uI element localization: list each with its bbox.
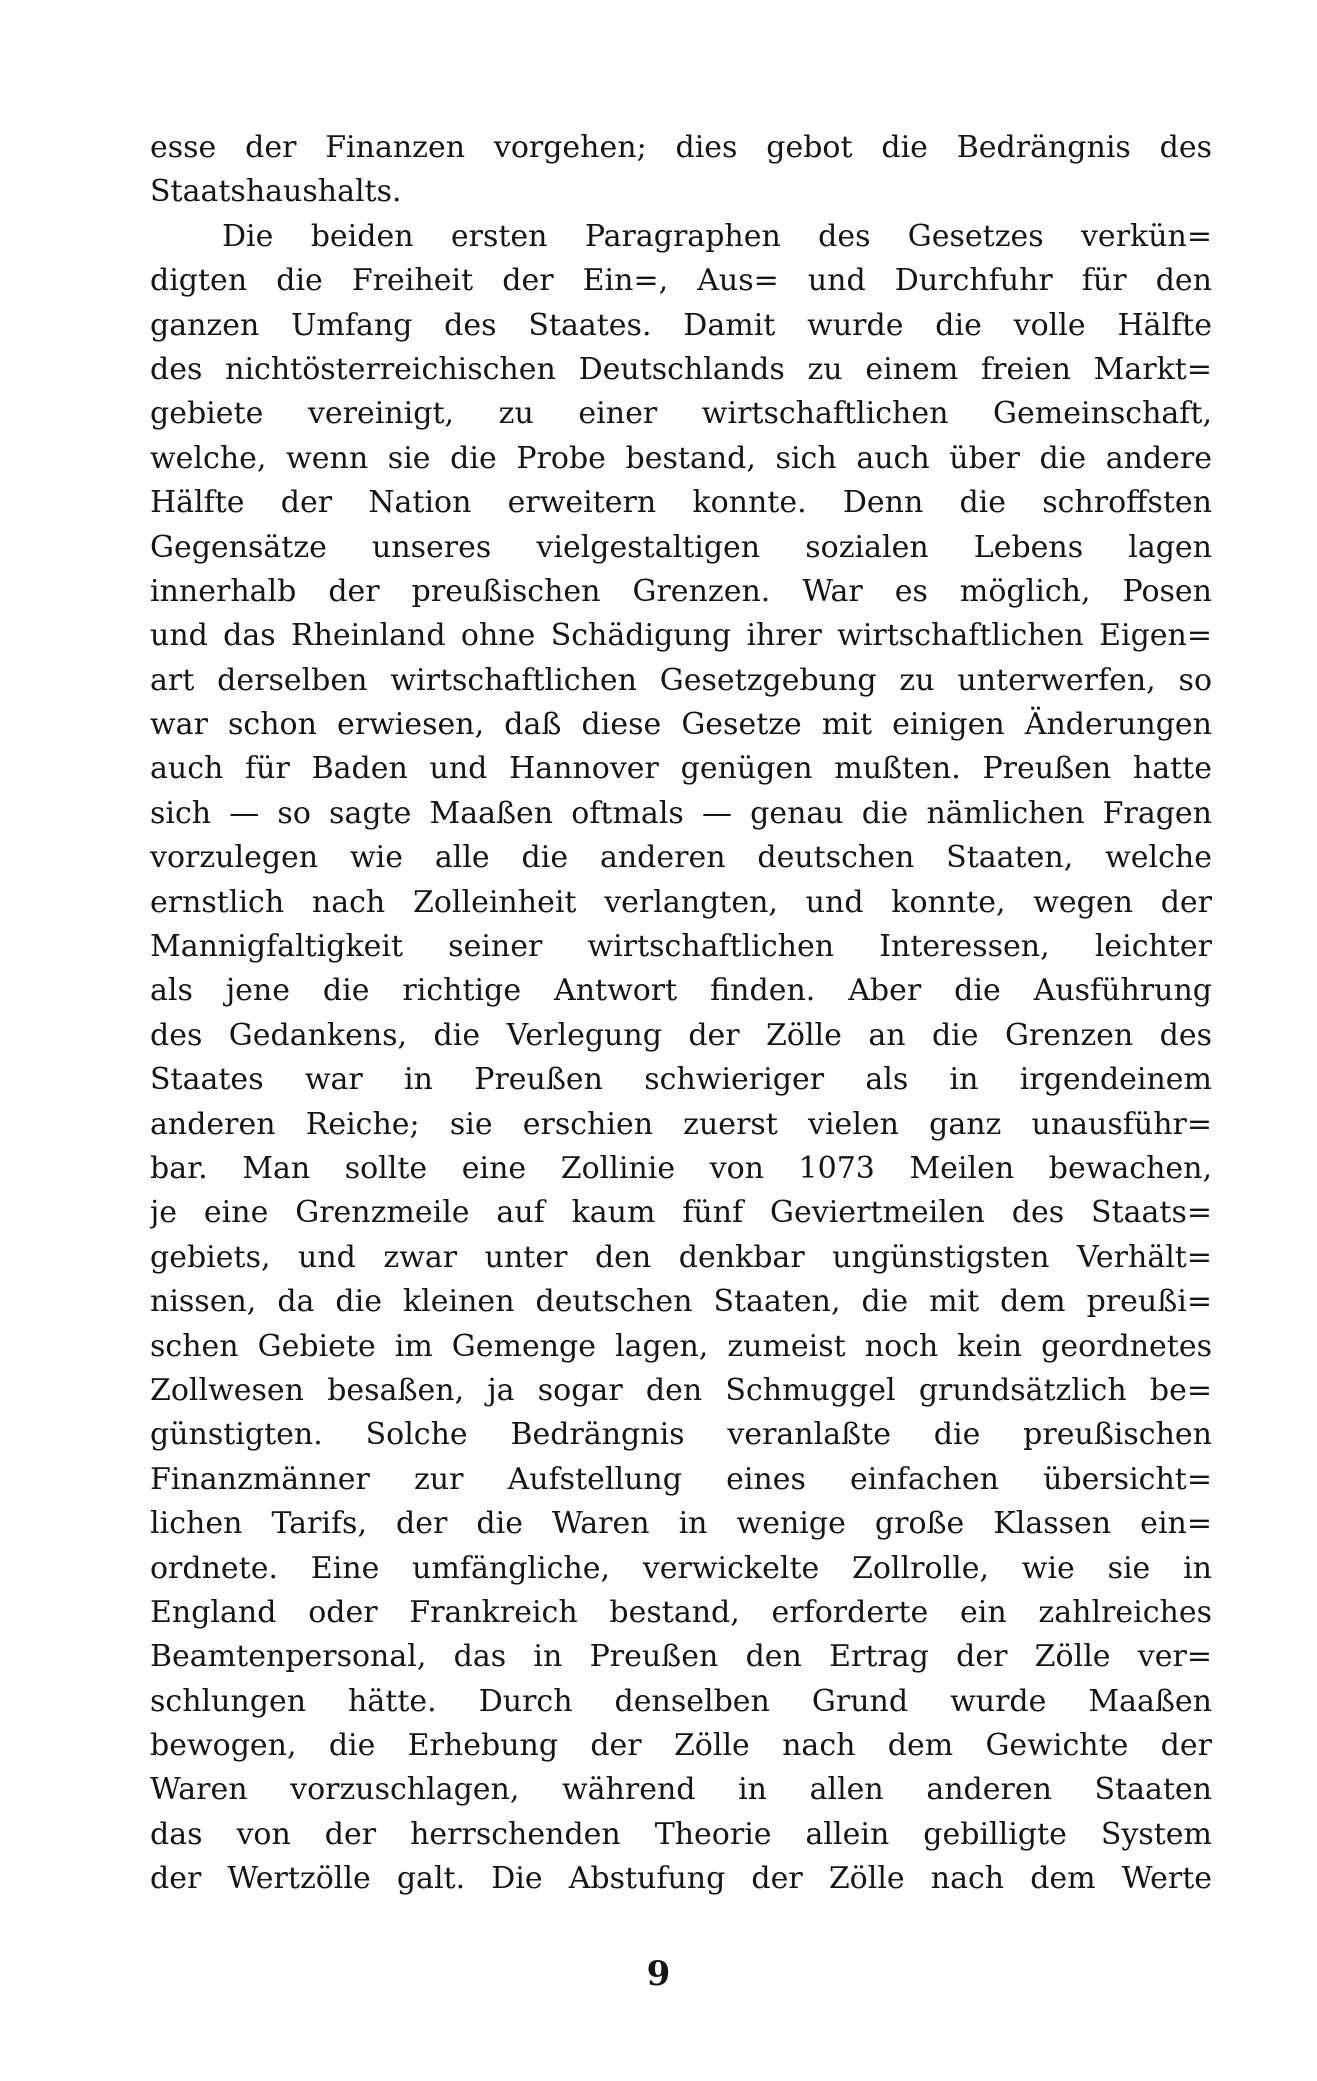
text-line: Finanzmänner zur Aufstellung eines einfachen übersicht= — [150, 1461, 1212, 1497]
page-number: 9 — [646, 1954, 671, 1994]
text-line: Mannigfaltigkeit seiner wirtschaftlichen Interessen, leichter — [150, 929, 1212, 965]
text-line: art derselben wirtschaftlichen Gesetzgebung zu unterwerfen, so — [150, 662, 1212, 698]
text-line: Gegensätze unseres vielgestaltigen sozialen Lebens lagen — [150, 529, 1212, 565]
text-line: günstigten. Solche Bedrängnis veranlaßte die preußischen — [150, 1417, 1212, 1453]
text-line: gebiets, und zwar unter den denkbar ungünstigsten Verhält= — [150, 1239, 1212, 1275]
text-line: anderen Reiche; sie erschien zuerst vielen ganz unausführ= — [150, 1106, 1212, 1142]
text-line: welche, wenn sie die Probe bestand, sich auch über die andere — [150, 440, 1212, 476]
page-text-block — [150, 126, 1212, 1902]
text-line: und das Rheinland ohne Schädigung ihrer wirtschaftlichen Eigen= — [150, 618, 1212, 654]
text-line: England oder Frankreich bestand, erforderte ein zahlreiches — [150, 1594, 1212, 1630]
text-line: innerhalb der preußischen Grenzen. War es möglich, Posen — [150, 573, 1212, 609]
text-line: Staatshaushalts. — [150, 174, 402, 210]
text-line: gebiete vereinigt, zu einer wirtschaftlichen Gemeinschaft, — [150, 396, 1212, 432]
text-line: war schon erwiesen, daß diese Gesetze mit einigen Änderungen — [150, 707, 1212, 743]
text-line: ganzen Umfang des Staates. Damit wurde die volle Hälfte — [150, 307, 1212, 343]
text-line: nissen, da die kleinen deutschen Staaten, die mit dem preußi= — [150, 1284, 1212, 1320]
text-line: Zollwesen besaßen, ja sogar den Schmuggel grundsätzlich be= — [150, 1372, 1212, 1408]
text-line: bewogen, die Erhebung der Zölle nach dem Gewichte der — [150, 1728, 1212, 1764]
text-line: esse der Finanzen vorgehen; dies gebot die Bedrängnis des — [150, 130, 1212, 165]
text-line: das von der herrschenden Theorie allein gebilligte System — [150, 1816, 1212, 1852]
text-line: als jene die richtige Antwort finden. Aber die Ausführung — [150, 973, 1212, 1009]
text-line: des nichtösterreichischen Deutschlands zu einem freien Markt= — [150, 351, 1212, 387]
text-line: schen Gebiete im Gemenge lagen, zumeist noch kein geordnetes — [150, 1328, 1212, 1364]
text-line: ordnete. Eine umfängliche, verwickelte Zollrolle, wie sie in — [150, 1550, 1212, 1586]
text-line: Hälfte der Nation erweitern konnte. Denn die schroffsten — [150, 485, 1212, 521]
text-line: ernstlich nach Zolleinheit verlangten, und konnte, wegen der — [150, 884, 1212, 920]
text-line: vorzulegen wie alle die anderen deutschen Staaten, welche — [150, 840, 1212, 876]
text-line: des Gedankens, die Verlegung der Zölle an die Grenzen des — [150, 1017, 1212, 1053]
text-line: auch für Baden und Hannover genügen mußten. Preußen hatte — [150, 751, 1212, 787]
paragraph-start-line: Die beiden ersten Paragraphen des Gesetzes verkün= — [222, 218, 1212, 254]
text-line: je eine Grenzmeile auf kaum fünf Geviertmeilen des Staats= — [150, 1195, 1212, 1231]
text-line: Staates war in Preußen schwieriger als in irgendeinem — [150, 1062, 1212, 1098]
text-line: sich — so sagte Maaßen oftmals — genau die nämlichen Fragen — [150, 795, 1212, 831]
text-line: digten die Freiheit der Ein=, Aus= und Durchfuhr für den — [150, 263, 1212, 299]
text-line: Waren vorzuschlagen, während in allen anderen Staaten — [150, 1772, 1212, 1808]
text-line: lichen Tarifs, der die Waren in wenige große Klassen ein= — [150, 1506, 1212, 1542]
text-line: bar. Man sollte eine Zollinie von 1073 Meilen bewachen, — [150, 1150, 1212, 1186]
text-line: schlungen hätte. Durch denselben Grund wurde Maaßen — [150, 1683, 1212, 1719]
text-line: der Wertzölle galt. Die Abstufung der Zölle nach dem Werte — [150, 1861, 1212, 1897]
text-line: Beamtenpersonal, das in Preußen den Ertrag der Zölle ver= — [150, 1639, 1212, 1675]
